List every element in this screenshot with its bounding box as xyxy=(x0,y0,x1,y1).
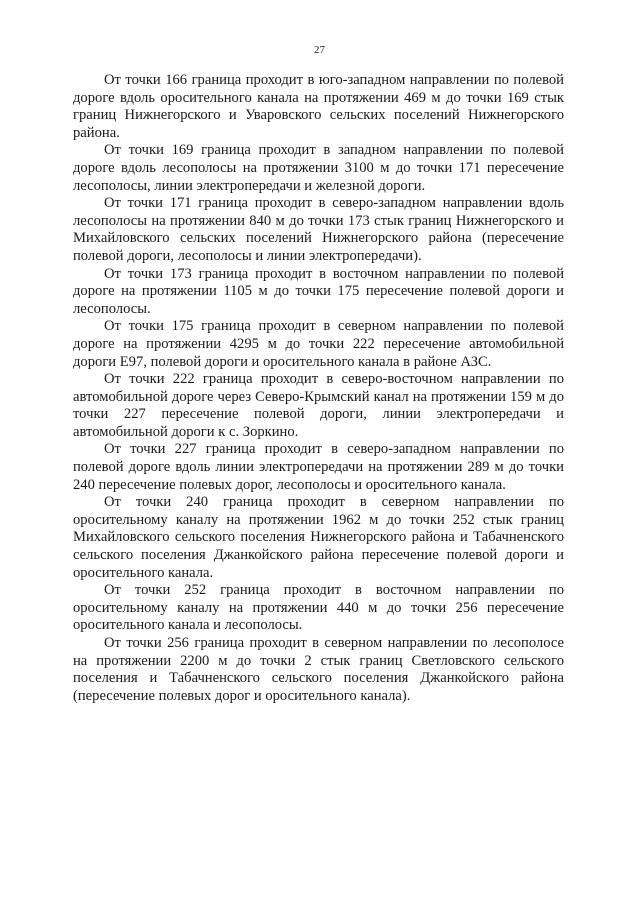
paragraph: От точки 240 граница проходит в северном направлении по оросительному каналу на протяжении 1962 м до точки 252 стык границ Михайловского сельского поселения Нижнегорского района и Табачненского сельского поселения Джанкойского района пересечение полевой дороги и оросительного канала. xyxy=(73,494,564,581)
paragraph: От точки 256 граница проходит в северном направлении по лесополосе на протяжении 2200 м до точки 2 стык границ Светловского сельского поселения и Табачненского сельского поселения Джанкойского района (пересечение полевых дорог и оросительного канала). xyxy=(73,635,564,704)
paragraph: От точки 171 граница проходит в северо-западном направлении вдоль лесополосы на протяжении 840 м до точки 173 стык границ Нижнегорского и Михайловского сельских поселений Нижнегорского района (пересечение полевой дороги, лесополосы и линии электропередачи). xyxy=(73,195,564,264)
paragraph: От точки 252 граница проходит в восточном направлении по оросительному каналу на протяжении 440 м до точки 256 пересечение оросительного канала и лесополосы. xyxy=(73,582,564,634)
paragraph: От точки 169 граница проходит в западном направлении по полевой дороге вдоль лесополосы на протяжении 3100 м до точки 171 пересечение лесополосы, линии электропередачи и железной дороги. xyxy=(73,142,564,194)
paragraph: От точки 222 граница проходит в северо-восточном направлении по автомобильной дороге через Северо-Крымский канал на протяжении 159 м до точки 227 пересечение полевой дороги, линии электропередачи и автомобильной дороги к с. Зоркино. xyxy=(73,371,564,440)
document-body xyxy=(73,72,564,705)
paragraph: От точки 166 граница проходит в юго-западном направлении по полевой дороге вдоль оросительного канала на протяжении 469 м до точки 169 стык границ Нижнегорского и Уваровского сельских поселений Нижнегорского района. xyxy=(73,72,564,141)
paragraph: От точки 173 граница проходит в восточном направлении по полевой дороге на протяжении 1105 м до точки 175 пересечение полевой дороги и лесополосы. xyxy=(73,265,564,317)
page-number: 27 xyxy=(314,44,325,56)
paragraph: От точки 175 граница проходит в северном направлении по полевой дороге на протяжении 4295 м до точки 222 пересечение автомобильной дороги Е97, полевой дороги и оросительного канала в районе АЗС. xyxy=(73,318,564,370)
paragraph: От точки 227 граница проходит в северо-западном направлении по полевой дороге вдоль линии электропередачи на протяжении 289 м до точки 240 пересечение полевых дорог, лесополосы и оросительного канала. xyxy=(73,441,564,493)
